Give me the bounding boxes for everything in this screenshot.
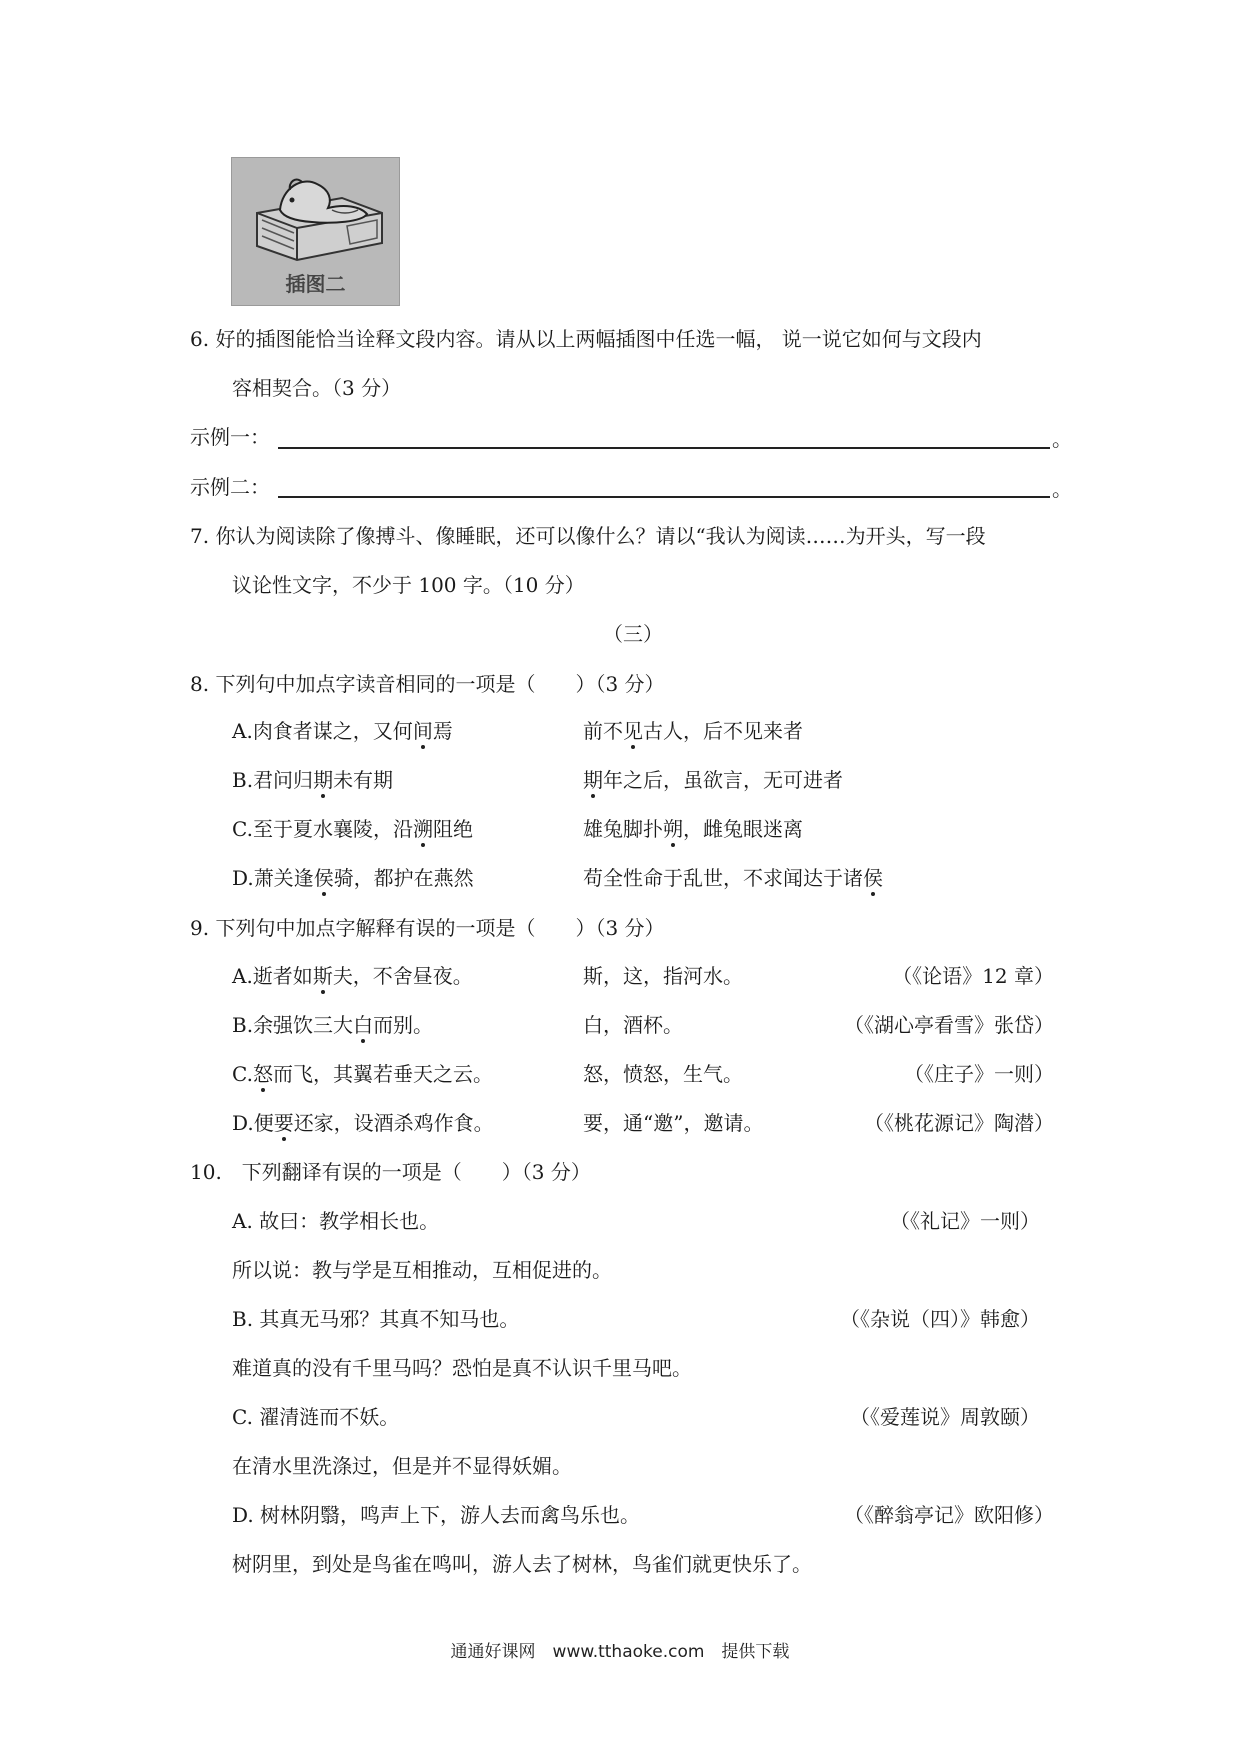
option-label: D. [232,866,254,890]
q7-line1: 7. 你认为阅读除了像搏斗、像睡眠，还可以像什么？请以“我认为阅读……为开头，写一段 [190,524,986,548]
text: 夫，不舍昼夜。 [332,964,473,988]
q8-option-a-right [583,717,803,745]
text: 未有期 [333,768,394,792]
q9-stem: 9. 下列句中加点字解释有误的一项是（ ）（3 分） [190,916,665,940]
q9-option-b-explain: 白，酒杯。 [583,1013,683,1037]
example1-end: 。 [1052,427,1072,451]
q10-option-a-source: （《礼记》一则） [890,1209,1040,1233]
option-label: A. [232,964,253,988]
figure-caption: 插图二 [285,272,346,296]
text: 而飞，其翼若垂天之云。 [272,1062,493,1086]
dog-sleeping-on-book-icon [232,158,401,268]
q10-option-b-source: （《杂说（四）》韩愈） [840,1307,1040,1331]
dotted-char: 见 [623,719,643,743]
dotted-char: 侯 [863,866,883,890]
q10-option-c: C. 濯清涟而不妖。 [232,1405,400,1429]
q9-option-d-source: （《桃花源记》陶潜） [864,1111,1054,1135]
text: 君问归 [253,768,314,792]
text: 肉食者谋之，又何 [252,719,413,743]
q10-option-d-source: （《醉翁亭记》欧阳修） [844,1503,1054,1527]
text: 古人，后不见来者 [643,719,803,743]
option-label: C. [232,817,253,841]
q10-option-d: D. 树林阴翳，鸣声上下，游人去而禽鸟乐也。 [232,1503,641,1527]
dotted-char: 朔 [663,817,683,841]
q6-line1: 6. 好的插图能恰当诠释文段内容。请从以上两幅插图中任选一幅， 说一说它如何与文段内 [190,327,982,351]
q8-option-d-right [583,864,883,892]
dotted-char: 怒 [252,1062,273,1086]
example2-answer-line[interactable] [278,496,1050,498]
text: 雄兔脚扑 [583,817,663,841]
text: 年之后，虽欲言，无可进者 [603,768,843,792]
dotted-char: 期 [583,768,603,792]
q9-option-b [232,1011,433,1039]
q9-option-c-explain: 怒，愤怒，生气。 [583,1062,743,1086]
option-label: D. [232,1111,254,1135]
q6-line2: 容相契合。（3 分） [232,376,402,400]
text: 苟全性命于乱世，不求闻达于诸 [583,866,863,890]
q8-option-a-left [232,717,453,745]
option-label: B. [232,1013,254,1037]
text: 还家，设酒杀鸡作食。 [293,1111,494,1135]
option-label: A. [232,719,253,743]
option-label: B. [232,768,254,792]
example1-label: 示例一： [190,425,270,449]
text: 前不 [583,719,623,743]
text: ，雌兔眼迷离 [683,817,803,841]
text: 余强饮三大 [253,1013,354,1037]
dotted-char: 斯 [312,964,333,988]
example2-label: 示例二： [190,475,270,499]
dotted-char: 要 [273,1111,294,1135]
q10-stem: 10. 下列翻译有误的一项是（ ）（3 分） [190,1160,591,1184]
dotted-char: 溯 [412,817,433,841]
dotted-char: 间 [412,719,433,743]
q9-option-c-source: （《庄子》一则） [904,1062,1054,1086]
q10-option-a-translation: 所以说：教与学是互相推动，互相促进的。 [232,1258,612,1282]
footer-source: 通通好课网 www.tthaoke.com 提供下载 [450,1642,790,1662]
illustration-two-figure [231,157,400,306]
q10-option-b-translation: 难道真的没有千里马吗？恐怕是真不认识千里马吧。 [232,1356,692,1380]
q10-option-c-translation: 在清水里洗涤过，但是并不显得妖媚。 [232,1454,572,1478]
q10-option-d-translation: 树阴里，到处是鸟雀在鸣叫，游人去了树林，鸟雀们就更快乐了。 [232,1552,812,1576]
text: 至于夏水襄陵，沿 [252,817,413,841]
q8-option-b-right [583,766,843,794]
dotted-char: 白 [353,1013,374,1037]
q8-stem: 8. 下列句中加点字读音相同的一项是（ ）（3 分） [190,672,665,696]
q8-option-b-left [232,766,393,794]
q10-option-c-source: （《爱莲说》周敦颐） [850,1405,1040,1429]
q8-option-c-right [583,815,803,843]
q8-option-c-left [232,815,473,843]
text: 逝者如 [252,964,313,988]
dotted-char: 侯 [313,866,334,890]
section-title: （三） [603,622,663,646]
q9-option-a-source: （《论语》12 章） [892,964,1054,988]
q9-option-d-explain: 要，通“邀”，邀请。 [583,1111,764,1135]
q10-option-a: A. 故曰：教学相长也。 [232,1209,440,1233]
text: 阻绝 [432,817,473,841]
q10-option-b: B. 其真无马邪？其真不知马也。 [232,1307,520,1331]
example1-answer-line[interactable] [278,447,1050,449]
option-label: C. [232,1062,253,1086]
q9-option-c [232,1060,493,1088]
q9-option-d [232,1109,494,1137]
text: 萧关逢 [253,866,314,890]
text: 便 [253,1111,274,1135]
example2-end: 。 [1052,477,1072,501]
text: 焉 [432,719,453,743]
q9-option-a-explain: 斯，这，指河水。 [583,964,743,988]
dotted-char: 期 [313,768,334,792]
q7-line2: 议论性文字，不少于 100 字。（10 分） [232,573,585,597]
text: 骑，都护在燕然 [333,866,474,890]
text: 而别。 [373,1013,434,1037]
q8-option-d-left [232,864,474,892]
q9-option-b-source: （《湖心亭看雪》张岱） [844,1013,1054,1037]
q9-option-a [232,962,473,990]
